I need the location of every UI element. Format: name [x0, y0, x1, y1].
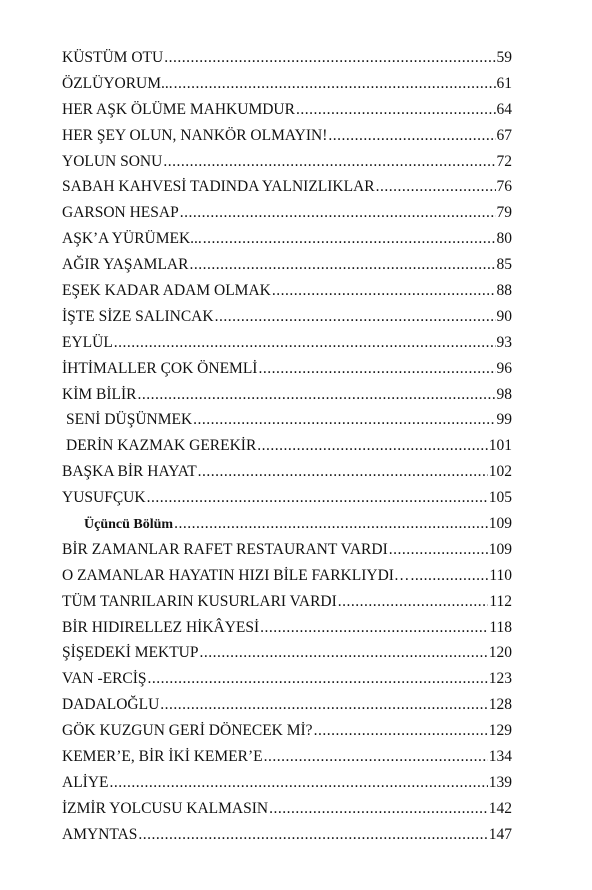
- toc-entry: [62, 563, 512, 589]
- dot-leader: [160, 692, 487, 718]
- toc-entry-title: YUSUFÇUK: [62, 489, 146, 507]
- dot-leader: [164, 45, 495, 71]
- toc-entry-title: SABAH KAHVESİ TADINDA YALNIZLIKLAR: [62, 178, 375, 196]
- toc-entry: [62, 459, 512, 485]
- toc-entry-page: 79: [496, 204, 512, 222]
- toc-entry-title: O ZAMANLAR HAYATIN HIZI BİLE FARKLIYDI…: [62, 566, 410, 584]
- dot-leader: [174, 511, 488, 537]
- dot-leader: [198, 459, 488, 485]
- toc-entry: [62, 796, 512, 822]
- toc-entry-page: 59: [496, 49, 512, 66]
- toc-entry-title: İZMİR YOLCUSU KALMASIN: [62, 799, 269, 817]
- toc-entry-page: 72: [496, 152, 512, 170]
- toc-entry: [62, 718, 512, 744]
- toc-entry-page: 102: [488, 463, 512, 481]
- dot-leader: [264, 744, 488, 770]
- dot-leader: [147, 485, 488, 511]
- toc-entry: [62, 433, 512, 459]
- dot-leader: [328, 123, 495, 149]
- toc-entry-page: 88: [496, 282, 512, 300]
- toc-entry-title: GÖK KUZGUN GERİ DÖNECEK Mİ?: [62, 722, 313, 740]
- toc-entry-page: 99: [496, 411, 512, 429]
- toc-entry-title: AĞIR YAŞAMLAR: [62, 256, 189, 274]
- toc-entry: [62, 356, 512, 382]
- table-of-contents: [62, 45, 512, 848]
- toc-entry: [62, 770, 512, 796]
- toc-entry: [62, 97, 512, 123]
- toc-entry: [62, 692, 512, 718]
- toc-entry-title: ÖZLÜYORUM...: [62, 74, 173, 92]
- toc-entry-page: 147: [488, 825, 512, 843]
- dot-leader: [376, 174, 496, 200]
- dot-leader: [410, 563, 488, 589]
- dot-leader: [215, 304, 496, 330]
- toc-entry-page: 139: [488, 773, 512, 791]
- dot-leader: [180, 200, 496, 226]
- toc-entry-title: KİM BİLİR: [62, 385, 137, 403]
- toc-entry-page: 80: [496, 230, 512, 248]
- toc-entry: [62, 382, 512, 408]
- toc-entry-title: DERİN KAZMAK GEREKİR: [66, 437, 257, 455]
- dot-leader: [138, 822, 487, 848]
- toc-entry-title: ALİYE: [62, 773, 109, 791]
- dot-leader: [189, 252, 495, 278]
- toc-entry-page: 96: [496, 359, 512, 377]
- toc-entry-page: 85: [496, 256, 512, 274]
- dot-leader: [260, 615, 488, 641]
- toc-entry: [62, 252, 512, 278]
- toc-entry-page: 142: [488, 799, 512, 817]
- toc-section-heading: [62, 511, 512, 537]
- toc-entry-title: ŞİŞEDEKİ MEKTUP: [62, 644, 199, 662]
- dot-leader: [272, 278, 496, 304]
- toc-entry-page: 90: [496, 307, 512, 325]
- toc-entry-page: 129: [488, 722, 512, 740]
- toc-entry-title: BAŞKA BİR HAYAT: [62, 463, 197, 481]
- toc-entry-page: 118: [489, 618, 512, 636]
- toc-entry-page: 120: [488, 644, 512, 662]
- toc-entry-title: SENİ DÜŞÜNMEK: [66, 411, 193, 429]
- toc-entry-title: GARSON HESAP: [62, 204, 179, 222]
- toc-entry-title: YOLUN SONU: [62, 152, 163, 170]
- toc-entry-title: BİR HIDIRELLEZ HİKÂYESİ: [62, 618, 260, 636]
- toc-entry-page: 128: [488, 696, 512, 714]
- toc-entry: [62, 45, 512, 71]
- toc-entry: [62, 123, 512, 149]
- toc-entry-page: 109: [488, 540, 512, 558]
- dot-leader: [110, 770, 488, 796]
- toc-entry-page: 76: [496, 178, 512, 196]
- toc-entry: [62, 822, 512, 848]
- toc-entry: [62, 615, 512, 641]
- toc-entry-title: HER ŞEY OLUN, NANKÖR OLMAYIN!: [62, 126, 328, 144]
- toc-entry-title: İHTİMALLER ÇOK ÖNEMLİ: [62, 359, 258, 377]
- dot-leader: [174, 71, 496, 97]
- toc-entry-page: 134: [488, 748, 512, 766]
- toc-entry-page: 123: [488, 670, 512, 688]
- toc-entry: [62, 200, 512, 226]
- toc-entry: [62, 149, 512, 175]
- toc-entry-title: HER AŞK ÖLÜME MAHKUMDUR: [62, 100, 295, 118]
- toc-entry-page: 61: [496, 74, 512, 92]
- toc-entry: [62, 226, 512, 252]
- toc-entry-title: BİR ZAMANLAR RAFET RESTAURANT VARDI: [62, 540, 388, 558]
- toc-entry: [62, 278, 512, 304]
- dot-leader: [114, 330, 496, 356]
- dot-leader: [314, 718, 488, 744]
- toc-entry-page: 67: [496, 126, 512, 144]
- dot-leader: [389, 537, 488, 563]
- toc-entry-page: 112: [489, 592, 512, 610]
- toc-entry-title: İŞTE SİZE SALINCAK: [62, 307, 214, 325]
- dot-leader: [193, 407, 495, 433]
- toc-entry-title: TÜM TANRILARIN KUSURLARI VARDI: [62, 592, 337, 610]
- toc-entry: [62, 744, 512, 770]
- toc-entry-title: KÜSTÜM OTU: [62, 49, 164, 66]
- toc-entry-title: KEMER’E, BİR İKİ KEMER’E: [62, 748, 263, 766]
- toc-entry-page: 93: [496, 333, 512, 351]
- toc-entry-title: VAN -ERCİŞ: [62, 670, 147, 688]
- toc-entry-page: 101: [488, 437, 512, 455]
- dot-leader: [163, 149, 495, 175]
- toc-entry: [62, 174, 512, 200]
- toc-entry: [62, 589, 512, 615]
- toc-entry-page: 98: [496, 385, 512, 403]
- dot-leader: [148, 666, 488, 692]
- toc-entry: [62, 407, 512, 433]
- dot-leader: [137, 382, 495, 408]
- toc-entry-title: EYLÜL: [62, 333, 113, 351]
- dot-leader: [257, 433, 487, 459]
- dot-leader: [338, 589, 489, 615]
- toc-entry-page: 105: [488, 489, 512, 507]
- toc-section-title: Üçüncü Bölüm: [84, 517, 174, 533]
- toc-entry-title: AŞK’A YÜRÜMEK...: [62, 230, 202, 248]
- toc-entry: [62, 537, 512, 563]
- toc-entry-page: 109: [488, 515, 512, 533]
- dot-leader: [269, 796, 488, 822]
- dot-leader: [296, 97, 496, 123]
- dot-leader: [203, 226, 496, 252]
- toc-entry: [62, 640, 512, 666]
- toc-entry-title: DADALOĞLU: [62, 696, 160, 714]
- toc-entry-page: 110: [489, 566, 512, 584]
- toc-entry-title: EŞEK KADAR ADAM OLMAK: [62, 282, 271, 300]
- toc-entry-page: 64: [496, 100, 512, 118]
- toc-entry: [62, 71, 512, 97]
- dot-leader: [258, 356, 495, 382]
- toc-entry: [62, 330, 512, 356]
- toc-entry: [62, 485, 512, 511]
- toc-entry: [62, 304, 512, 330]
- dot-leader: [200, 640, 488, 666]
- toc-entry-title: AMYNTAS: [62, 825, 138, 843]
- toc-entry: [62, 666, 512, 692]
